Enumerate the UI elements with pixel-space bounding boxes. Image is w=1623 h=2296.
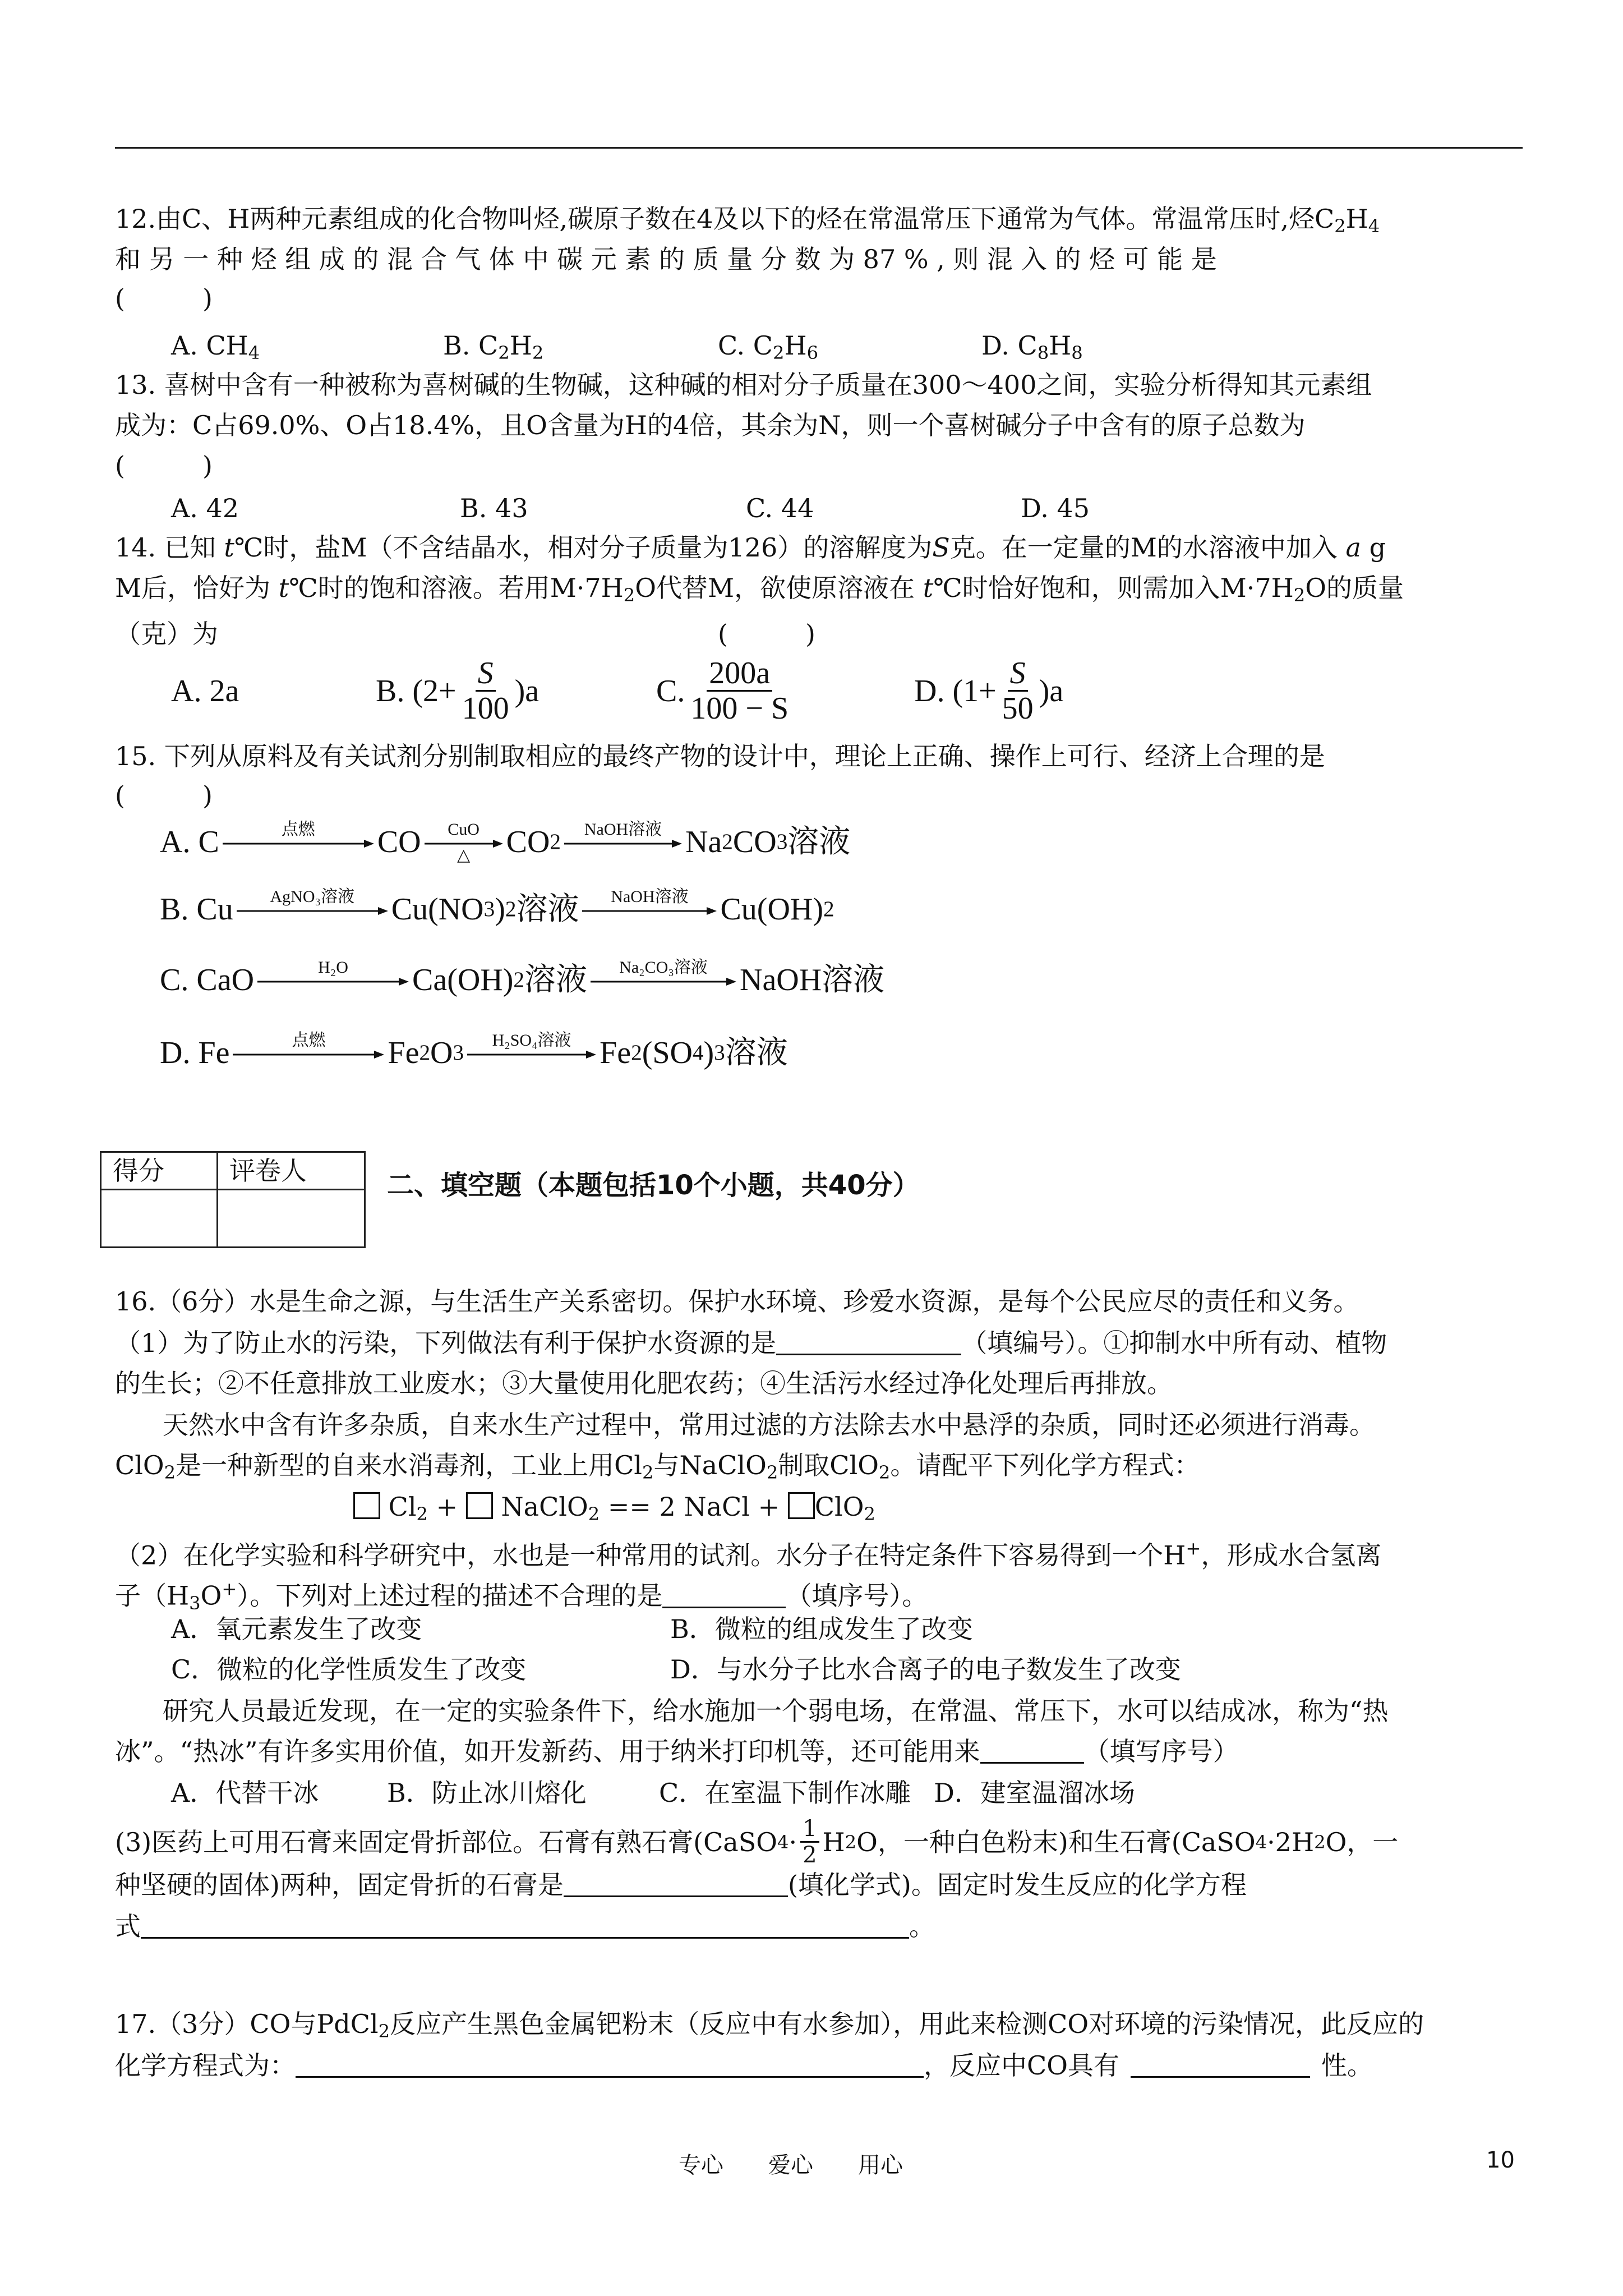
q13-line2: 成为：C占69.0%、O占18.4%，且O含量为H的4倍，其余为N，则一个喜树碱分子中含有的原子总数为 (115, 410, 1306, 440)
coefficient-box[interactable] (353, 1492, 380, 1519)
q16-line6: （2）在化学实验和科学研究中，水也是一种常用的试剂。水分子在特定条件下容易得到一个H+，形成水合氢离 (115, 1538, 1382, 1571)
grader-cell[interactable] (218, 1190, 365, 1248)
q16-line10: (3)医药上可用石膏来固定骨折部位。石膏有熟石膏(CaSO 4 · $\frac{1}{2}$ H 2 O，一种白色粉末)和生石膏(CaSO 4 ·2H 2 O，一 (115, 1816, 1399, 1868)
answer-blank[interactable] (141, 1912, 909, 1939)
q13-option-c: C. 44 (746, 493, 814, 523)
q13-line1: 13. 喜树中含有一种被称为喜树碱的生物碱，这种碱的相对分子质量在300～400之间，实验分析得知其元素组 (115, 370, 1372, 400)
answer-blank[interactable] (1131, 2051, 1310, 2078)
answer-blank[interactable] (776, 1329, 961, 1355)
answer-blank[interactable] (564, 1871, 788, 1897)
fraction-half: $\frac{1}{2}$ (800, 1818, 819, 1866)
q12-option-a: A. $CH_4$ (171, 330, 260, 364)
q13-option-d: D. 45 (1021, 493, 1090, 523)
section-title: 二、填空题（本题包括10个小题，共40分） (387, 1170, 920, 1201)
q16-line11: 种坚硬的固体)两种，固定骨折的石膏是 (填化学式)。固定时发生反应的化学方程 (115, 1870, 1247, 1900)
q12-option-c: C. $C_2H_6$ (718, 330, 819, 364)
q14-line1: 14. 已知 t℃时，盐M（不含结晶水，相对分子质量为126）的溶解度为S克。在一定量的M的水溶液中加入 a g (115, 532, 1386, 563)
q16-line5: ClO$_2$是一种新型的自来水消毒剂，工业上用$Cl_2$与NaClO$_2$制取ClO$_2$。请配平下列化学方程式： (115, 1450, 1200, 1484)
q15-reaction-a: A. C 点燃 CO CuO △ CO 2 NaOH溶液 Na 2 CO 3 溶液 (160, 820, 851, 864)
q14-option-b: B. (2+ $\frac{S}{100}$ )a (376, 656, 540, 726)
arrow: H₂O (257, 960, 409, 1000)
q16-line7: 子$(H_3O^+)$。下列对上述过程的描述不合理的是 （填序号）。 (115, 1578, 928, 1614)
q16-line8: 研究人员最近发现，在一定的实验条件下，给水施加一个弱电场，在常温、常压下，水可以结成冰，称为“热 (163, 1696, 1389, 1726)
q16-line2: （1）为了防止水的污染，下列做法有利于保护水资源的是 （填编号）。①抑制水中所有动、植物 (115, 1328, 1387, 1358)
q17-line2: 化学方程式为： ，反应中CO具有 性。 (115, 2050, 1373, 2081)
q12-line2: 和 另 一 种 烃 组 成 的 混 合 气 体 中 碳 元 素 的 质 量 分 数 为 87 % , 则 混 入 的 烃 可 能 是 (115, 244, 1217, 274)
q13-option-a: A. 42 (171, 493, 239, 523)
answer-blank[interactable] (662, 1582, 786, 1608)
q12-paren: ( ) (115, 283, 213, 314)
score-cell[interactable] (101, 1190, 218, 1248)
coefficient-box[interactable] (466, 1492, 493, 1519)
arrow: CuO △ (425, 822, 503, 862)
q12-line1: 12.由C、H两种元素组成的化合物叫烃,碳原子数在4及以下的烃在常温常压下通常为气体。常温常压时,烃$C_2H_4$ (115, 204, 1380, 237)
q16-line1: 16.（6分）水是生命之源，与生活生产关系密切。保护水环境、珍爱水资源，是每个公民应尽的责任和义务。 (115, 1286, 1359, 1317)
arrow: AgNO₃溶液 (237, 890, 388, 929)
footer-motto: 专心 爱心 用心 (679, 2152, 903, 2178)
q14-option-c: C. $\frac{200a}{100 - S}$ (656, 656, 789, 726)
coefficient-box[interactable] (788, 1492, 815, 1519)
q15-line1: 15. 下列从原料及有关试剂分别制取相应的最终产物的设计中，理论上正确、操作上可行、经济上合理的是 (115, 741, 1325, 771)
q14-option-d: D. (1+ $\frac{S}{50}$ )a (914, 656, 1064, 726)
q14-paren: ( ) (718, 619, 815, 649)
q13-paren: ( ) (115, 450, 213, 481)
arrow: H₂SO₄溶液 (467, 1033, 596, 1073)
q17-line1: 17.（3分）CO与PdCl$_2$反应产生黑色金属钯粉末（反应中有水参加），用此来检测CO对环境的污染情况，此反应的 (115, 2009, 1424, 2042)
q14-line3: （克）为 (115, 619, 218, 649)
q14-line2: M后，恰好为 t℃时的饱和溶液。若用$M\cdot 7H_2O$代替M，欲使原溶液在 t℃时恰好饱和，则需加入$M\cdot 7H_2O$的质量 (115, 573, 1404, 606)
answer-blank[interactable] (980, 1737, 1084, 1764)
answer-blank[interactable] (296, 2051, 924, 2078)
q16-option-b: B．微粒的组成发生了改变 (670, 1614, 973, 1644)
q16-option2-b: B．防止冰川熔化 (387, 1778, 587, 1808)
q15-reaction-c: C. CaO H₂O Ca(OH) 2 溶液 Na₂CO₃溶液 NaOH溶液 (160, 960, 884, 1000)
q12-option-d: D. $C_8H_8$ (981, 330, 1083, 364)
q13-option-b: B. 43 (460, 493, 528, 523)
q16-option-d: D．与水分子比水合离子的电子数发生了改变 (670, 1654, 1181, 1685)
arrow: 点燃 (223, 822, 374, 862)
q16-option-c: C．微粒的化学性质发生了改变 (171, 1654, 527, 1685)
q14-option-a: A. 2a (171, 674, 239, 708)
q16-option2-c: C．在室温下制作冰雕 (659, 1778, 911, 1808)
q16-line3: 的生长；②不任意排放工业废水；③大量使用化肥农药；④生活污水经过净化处理后再排放。 (115, 1368, 1173, 1398)
q15-reaction-d: D. Fe 点燃 Fe 2 O 3 H₂SO₄溶液 Fe 2 (SO 4 ) 3 溶液 (160, 1033, 788, 1073)
q16-line9: 冰”。“热冰”有许多实用价值，如开发新药、用于纳米打印机等，还可能用来 （填写序号） (115, 1736, 1239, 1766)
q16-line12: 式 。 (115, 1911, 935, 1941)
q16-equation: $Cl_2$ + NaClO$_2$ == 2 NaCl + ClO$_2$ (353, 1490, 875, 1531)
q16-option2-d: D．建室温溜冰场 (934, 1778, 1135, 1808)
q15-paren: ( ) (115, 780, 213, 811)
arrow: 点燃 (233, 1033, 384, 1073)
arrow: NaOH溶液 (582, 890, 717, 929)
q16-line4: 天然水中含有许多杂质，自来水生产过程中，常用过滤的方法除去水中悬浮的杂质，同时还必须进行消毒。 (163, 1410, 1375, 1440)
q16-option-a: A．氧元素发生了改变 (171, 1614, 422, 1644)
q12-option-b: B. $C_2H_2$ (443, 330, 544, 364)
q16-option2-a: A．代替干冰 (171, 1778, 319, 1808)
score-header: 得分 (101, 1152, 218, 1190)
arrow: Na₂CO₃溶液 (591, 960, 736, 1000)
grader-header: 评卷人 (218, 1152, 365, 1190)
arrow: NaOH溶液 (564, 822, 682, 862)
score-table (100, 1151, 366, 1248)
q15-reaction-b: B. Cu AgNO₃溶液 Cu(NO 3 ) 2 溶液 NaOH溶液 Cu(OH) 2 (160, 890, 834, 929)
header-rule (115, 147, 1523, 149)
page-number: 10 (1486, 2147, 1515, 2173)
